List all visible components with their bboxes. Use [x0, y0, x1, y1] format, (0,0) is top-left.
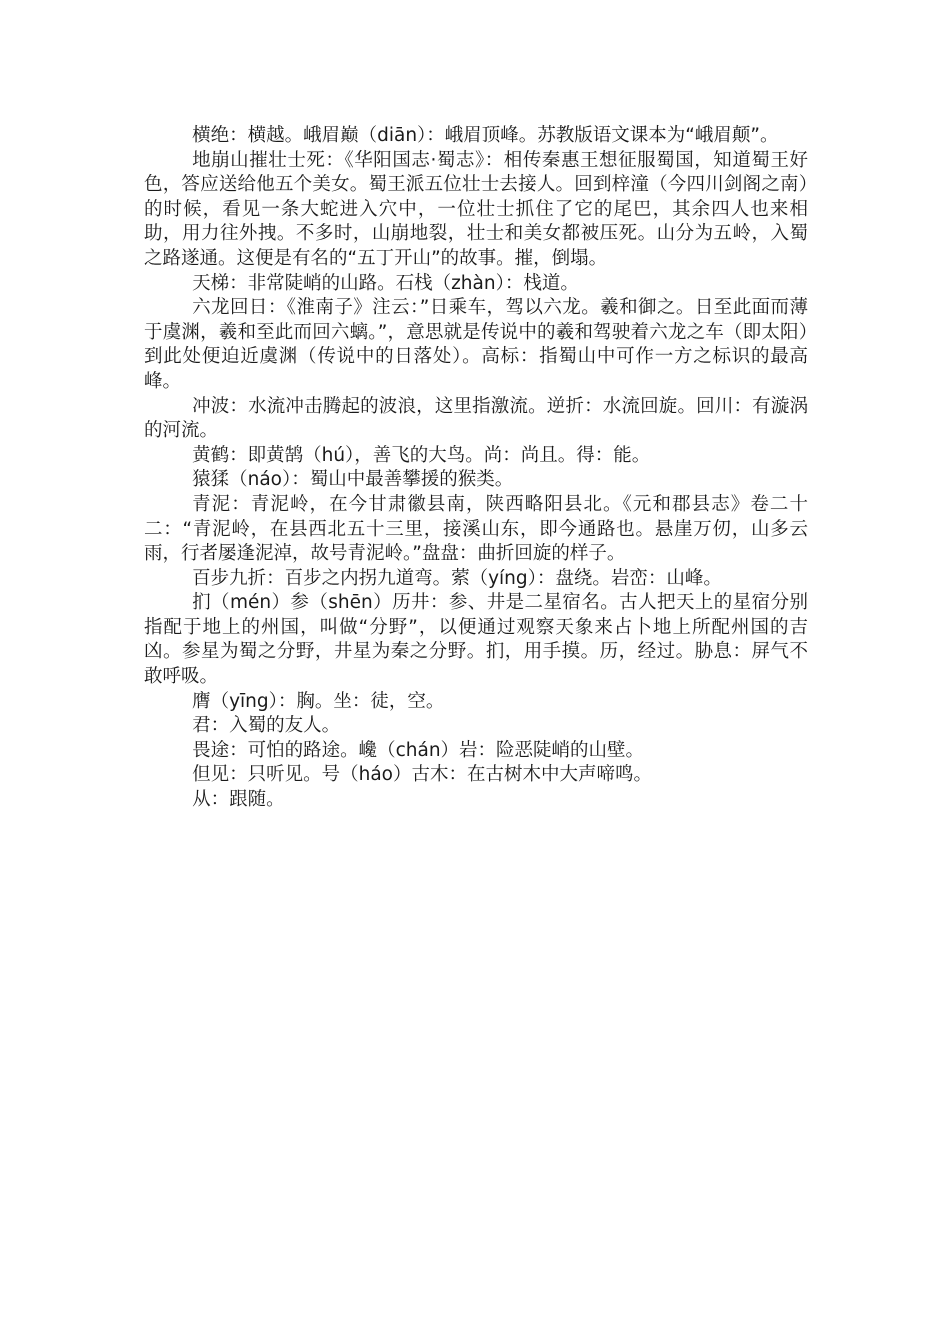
paragraph-heng-jue: 横绝：横越。峨眉巅（diān）：峨眉顶峰。苏教版语文课本为“峨眉颠”。 [192, 125, 779, 146]
paragraph-dan-jian: 但见：只听见。号（háo）古木：在古树木中大声啼鸣。 [192, 764, 652, 786]
paragraph-chong-bo: 冲波：水流冲击腾起的波浪，这里指激流。逆折：水流回旋。回川：有漩涡的河流。 [144, 395, 808, 442]
paragraph-men-shen-li-jing: 扪（mén）参（shēn）历井：参、井是二星宿名。古人把天上的星宿分别指配于地上的州国，叫做“分野”，以便通过观察天象来占卜地上所配州国的吉凶。参星为蜀之分野，井星为秦之分野。扪，用手摸。历，经过。胁息：屏气不敢呼吸。 [144, 592, 808, 688]
paragraph-cong: 从：跟随。 [192, 789, 285, 811]
paragraph-huang-he: 黄鹤：即黄鹄（hú），善飞的大鸟。尚：尚且。得：能。 [192, 444, 651, 466]
paragraph-yuan-nao: 猿猱（náo）：蜀山中最善攀援的猴类。 [192, 469, 514, 491]
annotation-text [144, 124, 808, 813]
paragraph-tian-ti: 天梯：非常陡峭的山路。石栈（zhàn）：栈道。 [192, 272, 579, 294]
paragraph-qing-ni: 青泥：青泥岭，在今甘肃徽县南，陕西略阳县北。《元和郡县志》卷二十二：“青泥岭，在县西北五十三里，接溪山东，即今通路也。悬崖万仞，山多云雨，行者屡逢泥淖，故号青泥岭。”盘盘：曲折回旋的样子。 [144, 493, 808, 565]
paragraph-ying: 膺（yīng）：胸。坐：徒，空。 [192, 690, 445, 712]
paragraph-bai-bu-jiu-zhe: 百步九折：百步之内拐九道弯。萦（yíng）：盘绕。岩峦：山峰。 [192, 567, 722, 589]
paragraph-wei-tu: 畏途：可怕的路途。巉（chán）岩：险恶陡峭的山壁。 [192, 739, 645, 761]
paragraph-liu-long-hui-ri: 六龙回日：《淮南子》注云：”日乘车，驾以六龙。羲和御之。日至此面而薄于虞渊，羲和至此而回六螭。”，意思就是传说中的羲和驾驶着六龙之车（即太阳）到此处便迫近虞渊（传说中的日落处）。高标：指蜀山中可作一方之标识的最高峰。 [144, 297, 808, 392]
paragraph-jun: 君：入蜀的友人。 [192, 715, 341, 737]
paragraph-di-beng-shan-cui: 地崩山摧壮士死：《华阳国志·蜀志》：相传秦惠王想征服蜀国，知道蜀王好色，答应送给他五个美女。蜀王派五位壮士去接人。回到梓潼（今四川剑阁之南）的时候，看见一条大蛇进入穴中，一位壮士抓住了它的尾巴，其余四人也来相助，用力往外拽。不多时，山崩地裂，壮士和美女都被压死。山分为五岭，入蜀之路遂通。这便是有名的“五丁开山”的故事。摧，倒塌。 [144, 149, 808, 269]
